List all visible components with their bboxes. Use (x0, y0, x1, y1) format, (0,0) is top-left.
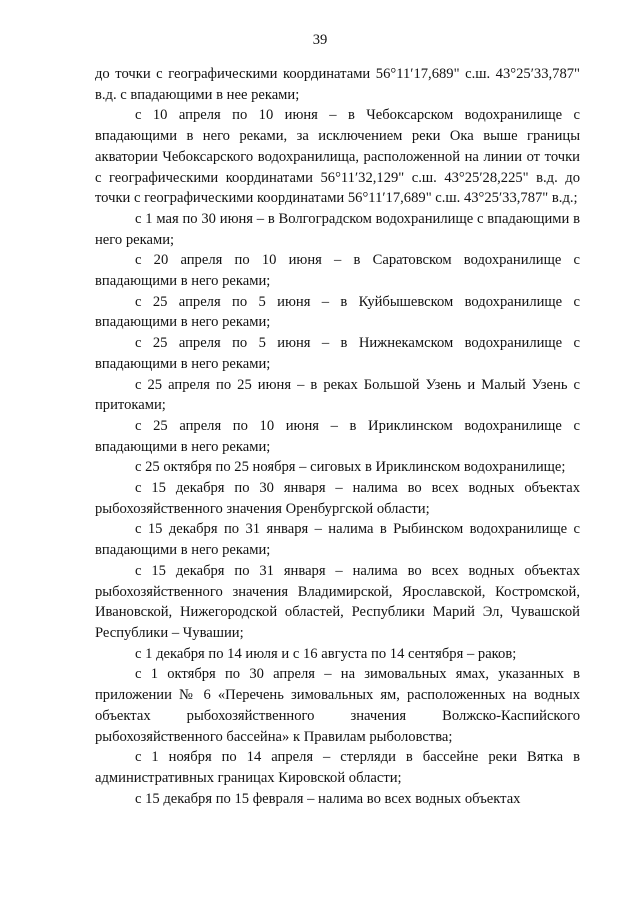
page-number: 39 (312, 32, 328, 48)
paragraph-sterlet-vyatka: с 1 ноября по 14 апреля – стерляди в бассейне реки Вятка в административных границах Кировской области; (95, 749, 580, 786)
paragraph-burbot-orenburg: с 15 декабря по 30 января – налима во всех водных объектах рыбохозяйственного значения Оренбургской области; (95, 480, 580, 517)
paragraph-burbot-feb: с 15 декабря по 15 февраля – налима во всех водных объектах (135, 790, 521, 807)
document-body (95, 64, 580, 809)
paragraph-saratov: с 20 апреля по 10 июня – в Саратовском водохранилище с впадающими в него реками; (95, 252, 580, 290)
paragraph-cheboksary: с 10 апреля по 10 июня – в Чебоксарском водохранилище с впадающими в него реками, за исключением реки Ока выше границы акватории Чебоксарского водохранилища, расположенной на линии от точки с географическими координатами 56°11′32,129" с.ш. 43°25′28,225" в.д. до точки с географическими координатами 56°11′17,689" с.ш. 43°25′33,787" в.д.; (95, 107, 580, 207)
paragraph-continuation: до точки с географическими координатами 56°11′17,689" с.ш. 43°25′33,787" в.д. с впадающими в нее реками; (95, 66, 580, 103)
paragraph-whitefish: с 25 октября по 25 ноября – сиговых в Ириклинском водохранилище; (135, 459, 566, 476)
paragraph-kuibyshev: с 25 апреля по 5 июня – в Куйбышевском водохранилище с впадающими в него реками; (95, 293, 580, 331)
paragraph-burbot-rybinsk: с 15 декабря по 31 января – налима в Рыбинском водохранилище с впадающими в него реками; (95, 521, 580, 559)
paragraph-volgograd: с 1 мая по 30 июня – в Волгоградском водохранилище с впадающими в него реками; (95, 210, 580, 248)
paragraph-nizhnekamsk: с 25 апреля по 5 июня – в Нижнекамском водохранилище с впадающими в него реками; (95, 335, 580, 372)
paragraph-iriklinsk: с 25 апреля по 10 июня – в Ириклинском водохранилище с впадающими в него реками; (95, 417, 580, 455)
paragraph-uzen-rivers: с 25 апреля по 25 июня – в реках Большой Узень и Малый Узень с притоками; (95, 376, 580, 414)
paragraph-crayfish: с 1 декабря по 14 июля и с 16 августа по 14 сентября – раков; (135, 645, 517, 662)
paragraph-wintering-pits: с 1 октября по 30 апреля – на зимовальных ямах, указанных в приложении № 6 «Перечень зимовальных ям, расположенных на водных объектах рыбохозяйственного значения Волжско-Каспийского рыбохозяйственного бассейна» к Правилам рыболовства; (95, 666, 580, 745)
paragraph-burbot-regions: с 15 декабря по 31 января – налима во всех водных объектах рыбохозяйственного значения Владимирской, Ярославской, Костромской, Ивановской, Нижегородской областей, Республики Марий Эл, Чувашской Республики – Чувашии; (95, 562, 580, 641)
